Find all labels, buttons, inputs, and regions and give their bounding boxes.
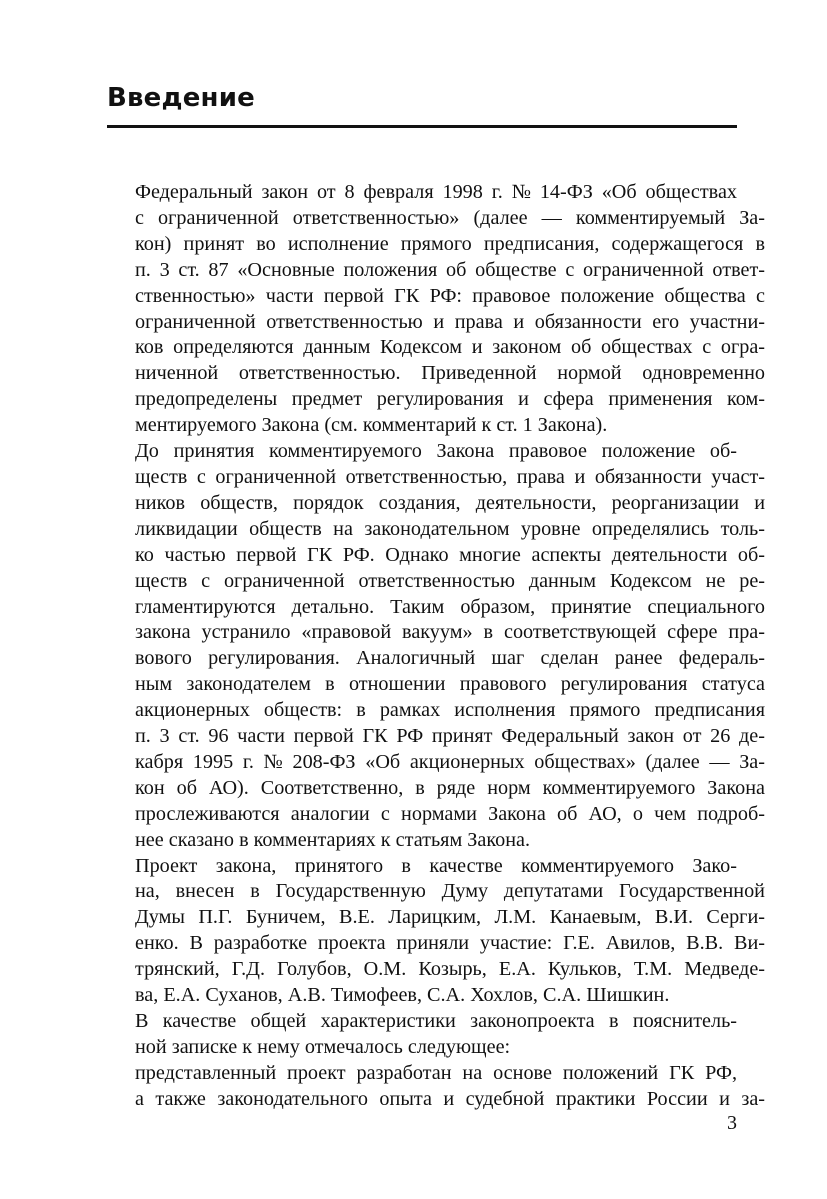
text-line: закона устранило «правовой вакуум» в соответствующей сфере пра- bbox=[135, 621, 765, 644]
text-line: ко частью первой ГК РФ. Однако многие аспекты деятельности об- bbox=[135, 543, 765, 566]
text-line: ограниченной ответственностью и права и обязанности его участни- bbox=[135, 310, 765, 333]
text-line: В качестве общей характеристики законопроекта в пояснитель- bbox=[135, 1010, 737, 1032]
paragraph-2 bbox=[107, 439, 765, 854]
text-line: нее сказано в комментариях к статьям Закона. bbox=[135, 828, 531, 851]
chapter-heading: Введение bbox=[107, 83, 255, 113]
text-line: представленный проект разработан на основе положений ГК РФ, bbox=[135, 1061, 737, 1084]
text-line: гламентируются детально. Таким образом, принятие специального bbox=[135, 595, 765, 618]
text-line: До принятия комментируемого Закона правовое положение об- bbox=[135, 440, 737, 463]
paragraph-5 bbox=[107, 1061, 765, 1113]
text-line: ществ с ограниченной ответственностью данным Кодексом не ре- bbox=[135, 569, 765, 592]
text-line: на, внесен в Государственную Думу депутатами Государственной bbox=[135, 880, 765, 903]
text-line: кон) принят во исполнение прямого предписания, содержащегося в bbox=[135, 232, 765, 255]
text-line: ников обществ, порядок создания, деятельности, реорганизации и bbox=[135, 491, 765, 514]
text-line: Думы П.Г. Буничем, В.Е. Ларицким, Л.М. Канаевым, В.И. Серги- bbox=[135, 906, 765, 929]
text-line: а также законодательного опыта и судебной практики России и за- bbox=[135, 1087, 765, 1110]
text-line: ниченной ответственностью. Приведенной нормой одновременно bbox=[135, 362, 765, 385]
page-number: 3 bbox=[727, 1112, 737, 1134]
text-line: акционерных обществ: в рамках исполнения прямого предписания bbox=[135, 699, 765, 722]
text-line: Проект закона, принятого в качестве комментируемого Зако- bbox=[135, 854, 737, 877]
paragraph-3 bbox=[107, 854, 765, 1009]
text-line: п. 3 ст. 87 «Основные положения об обществе с ограниченной ответ- bbox=[135, 258, 765, 281]
heading-rule bbox=[107, 125, 737, 128]
text-line: ным законодателем в отношении правового регулирования статуса bbox=[135, 673, 765, 696]
text-line: с ограниченной ответственностью» (далее — комментируемый За- bbox=[135, 206, 765, 229]
text-line: Федеральный закон от 8 февраля 1998 г. № 14-ФЗ «Об обществах bbox=[135, 181, 737, 203]
text-line: п. 3 ст. 96 части первой ГК РФ принят Федеральный закон от 26 де- bbox=[135, 725, 765, 748]
paragraph-1 bbox=[107, 180, 765, 439]
text-line: ликвидации обществ на законодательном уровне определялись толь- bbox=[135, 517, 765, 540]
text-line: предопределены предмет регулирования и сфера применения ком- bbox=[135, 388, 765, 411]
text-line: ной записке к нему отмечалось следующее: bbox=[135, 1035, 511, 1058]
text-line: енко. В разработке проекта приняли участие: Г.Е. Авилов, В.В. Ви- bbox=[135, 932, 765, 955]
text-line: ва, Е.А. Суханов, А.В. Тимофеев, С.А. Хохлов, С.А. Шишкин. bbox=[135, 984, 670, 1007]
paragraph-4 bbox=[107, 1009, 737, 1061]
text-line: трянский, Г.Д. Голубов, О.М. Козырь, Е.А. Кульков, Т.М. Медведе- bbox=[135, 958, 765, 981]
text-line: ществ с ограниченной ответственностью, права и обязанности участ- bbox=[135, 465, 765, 488]
text-line: вового регулирования. Аналогичный шаг сделан ранее федераль- bbox=[135, 647, 765, 670]
text-line: прослеживаются аналогии с нормами Закона об АО, о чем подроб- bbox=[135, 802, 765, 825]
text-line: кон об АО). Соответственно, в ряде норм комментируемого Закона bbox=[135, 776, 765, 799]
text-line: кабря 1995 г. № 208-ФЗ «Об акционерных обществах» (далее — За- bbox=[135, 750, 765, 773]
text-line: ственностью» части первой ГК РФ: правовое положение общества с bbox=[135, 284, 765, 307]
body-text bbox=[107, 180, 765, 1113]
text-line: ментируемого Закона (см. комментарий к ст. 1 Закона). bbox=[135, 414, 608, 437]
text-line: ков определяются данным Кодексом и законом об обществах с огра- bbox=[135, 336, 765, 359]
